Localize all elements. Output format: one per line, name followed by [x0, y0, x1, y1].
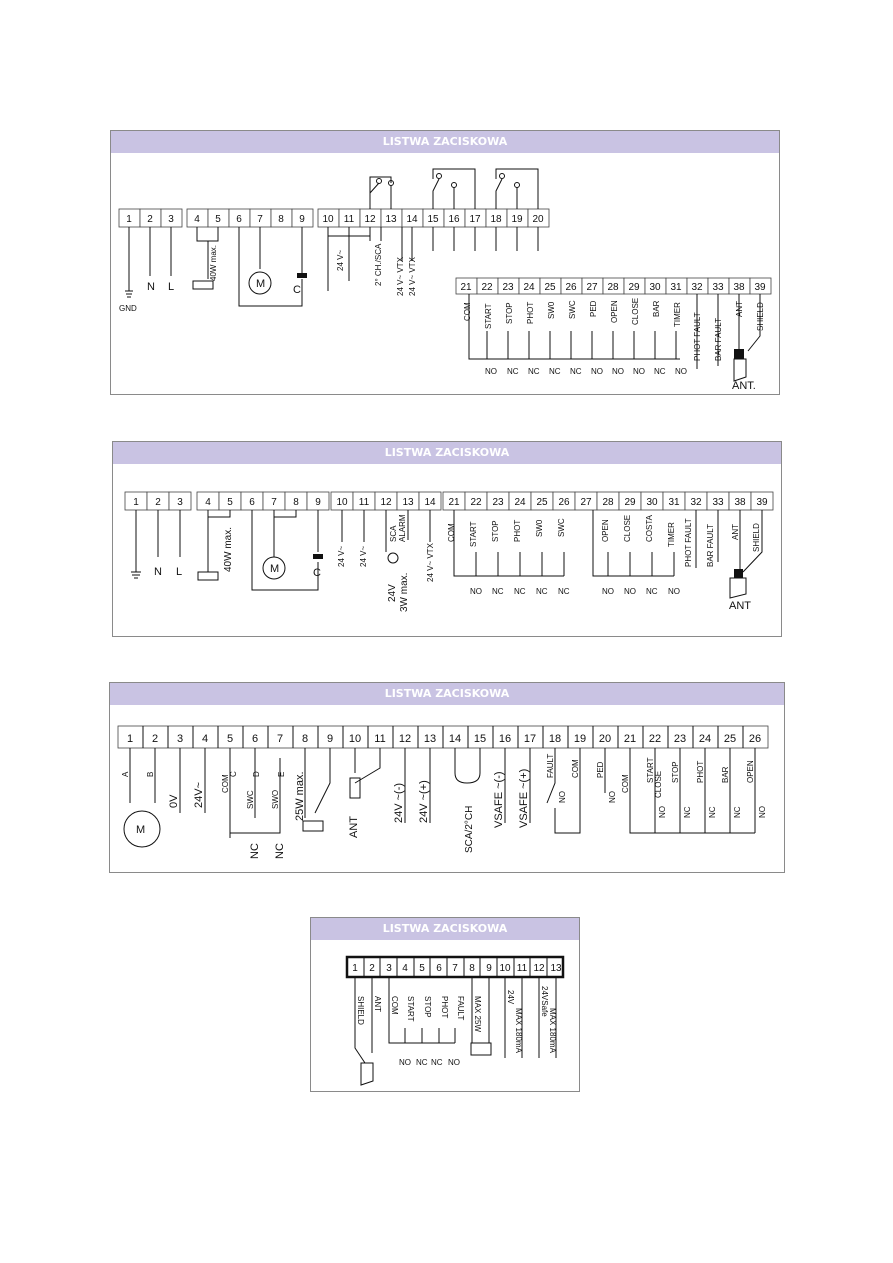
- input-wiring-2: [447, 510, 762, 612]
- svg-text:11: 11: [358, 497, 370, 508]
- svg-text:38: 38: [734, 497, 746, 508]
- svg-text:11: 11: [343, 214, 355, 225]
- svg-text:16: 16: [448, 214, 460, 225]
- panel-title: LISTWA ZACISKOWA: [110, 683, 784, 705]
- svg-text:ALARM: ALARM: [398, 514, 407, 542]
- svg-text:31: 31: [668, 497, 680, 508]
- svg-text:M: M: [136, 824, 146, 836]
- svg-text:E: E: [277, 771, 286, 777]
- svg-text:NO: NO: [558, 791, 567, 803]
- line-label: L: [168, 281, 175, 293]
- svg-text:2: 2: [369, 963, 375, 974]
- svg-text:12: 12: [364, 214, 376, 225]
- aux-wiring-3: [348, 748, 530, 853]
- svg-text:MAX 180mA: MAX 180mA: [548, 1008, 557, 1053]
- svg-text:28: 28: [602, 497, 614, 508]
- svg-text:NC: NC: [536, 587, 548, 596]
- svg-text:10: 10: [499, 963, 511, 974]
- svg-text:L: L: [176, 566, 183, 578]
- svg-text:40W max.: 40W max.: [223, 526, 234, 572]
- panel-title: LISTWA ZACISKOWA: [113, 442, 781, 464]
- neutral-label: N: [147, 281, 155, 293]
- svg-text:4: 4: [205, 497, 211, 508]
- terminal-label: 9: [299, 214, 305, 225]
- svg-text:24 V~ VTX: 24 V~ VTX: [396, 257, 405, 296]
- terminal-panel-2: [112, 441, 782, 637]
- svg-text:NC: NC: [514, 587, 526, 596]
- svg-text:12: 12: [533, 963, 545, 974]
- svg-text:NO: NO: [675, 367, 687, 376]
- svg-text:24: 24: [698, 733, 712, 745]
- svg-text:25: 25: [536, 497, 548, 508]
- svg-text:13: 13: [550, 963, 562, 974]
- svg-text:6: 6: [436, 963, 442, 974]
- svg-text:START: START: [484, 303, 493, 329]
- svg-text:FAULT: FAULT: [456, 996, 465, 1021]
- svg-text:9: 9: [486, 963, 492, 974]
- terminal-label: 8: [278, 214, 284, 225]
- svg-text:COM: COM: [621, 774, 630, 793]
- svg-text:10: 10: [348, 733, 362, 745]
- svg-text:17: 17: [469, 214, 481, 225]
- labels-4: [356, 986, 557, 1054]
- svg-text:14: 14: [424, 497, 436, 508]
- svg-text:11: 11: [374, 733, 386, 745]
- svg-text:12: 12: [380, 497, 392, 508]
- terminal-panel-4: [310, 917, 580, 1092]
- svg-text:VSAFE ~(+): VSAFE ~(+): [518, 768, 530, 828]
- svg-text:29: 29: [628, 282, 640, 293]
- svg-text:NO: NO: [658, 806, 667, 818]
- svg-text:21: 21: [460, 282, 472, 293]
- svg-text:PED: PED: [589, 300, 598, 317]
- svg-text:B: B: [146, 771, 155, 777]
- svg-text:19: 19: [511, 214, 523, 225]
- svg-text:8: 8: [469, 963, 475, 974]
- svg-text:27: 27: [586, 282, 598, 293]
- svg-text:7: 7: [452, 963, 458, 974]
- svg-text:NO: NO: [591, 367, 603, 376]
- svg-text:19: 19: [573, 733, 587, 745]
- svg-text:C: C: [229, 771, 238, 777]
- svg-text:6: 6: [249, 497, 255, 508]
- alarm-lamp-icon: [388, 553, 398, 563]
- terminal-label: 6: [236, 214, 242, 225]
- svg-text:PHOT FAULT: PHOT FAULT: [693, 312, 702, 361]
- capacitor-icon: [313, 554, 323, 559]
- svg-text:SWC: SWC: [557, 518, 566, 537]
- terminal-row-3: [118, 726, 768, 748]
- wiring-diagram-2: [113, 442, 783, 638]
- svg-text:3W max.: 3W max.: [399, 572, 410, 612]
- svg-text:SWO: SWO: [271, 789, 280, 809]
- svg-text:COM: COM: [571, 759, 580, 778]
- svg-text:18: 18: [548, 733, 562, 745]
- svg-text:START: START: [646, 757, 655, 783]
- svg-text:24 V~ VTX: 24 V~ VTX: [426, 543, 435, 582]
- svg-text:5: 5: [226, 733, 234, 745]
- svg-text:25: 25: [723, 733, 737, 745]
- power-wiring: [119, 227, 538, 313]
- svg-text:NO: NO: [608, 791, 617, 803]
- svg-text:25W max.: 25W max.: [294, 771, 306, 821]
- svg-text:CLOSE: CLOSE: [631, 297, 640, 325]
- svg-text:8: 8: [293, 497, 299, 508]
- svg-text:26: 26: [748, 733, 762, 745]
- svg-text:SHIELD: SHIELD: [752, 523, 761, 552]
- svg-text:COSTA: COSTA: [645, 515, 654, 542]
- svg-text:SW0: SW0: [547, 301, 556, 319]
- svg-text:21: 21: [448, 497, 460, 508]
- svg-text:39: 39: [754, 282, 766, 293]
- svg-text:29: 29: [624, 497, 636, 508]
- relay-contacts: [370, 169, 538, 209]
- terminal-block-1-9: [119, 209, 313, 227]
- svg-text:16: 16: [498, 733, 512, 745]
- svg-text:39: 39: [756, 497, 768, 508]
- svg-text:30: 30: [649, 282, 661, 293]
- svg-text:2: 2: [151, 733, 159, 745]
- svg-text:13: 13: [423, 733, 437, 745]
- svg-text:2° CH./SCA: 2° CH./SCA: [374, 243, 383, 286]
- svg-text:NC: NC: [683, 806, 692, 818]
- capacitor-icon: [297, 273, 307, 278]
- svg-text:10: 10: [322, 214, 334, 225]
- svg-text:BAR FAULT: BAR FAULT: [706, 524, 715, 567]
- terminal-label: 1: [126, 214, 132, 225]
- svg-text:NC: NC: [431, 1058, 443, 1067]
- svg-text:SCA: SCA: [389, 525, 398, 542]
- svg-text:12: 12: [398, 733, 412, 745]
- power-wiring-2: [131, 510, 435, 612]
- svg-text:18: 18: [490, 214, 502, 225]
- capacitor-label: C: [293, 284, 301, 296]
- svg-text:OPEN: OPEN: [601, 519, 610, 542]
- svg-text:ANT: ANT: [348, 816, 360, 838]
- contact-types-2: [470, 587, 680, 596]
- svg-text:N: N: [154, 566, 162, 578]
- antenna-icon: [734, 569, 743, 578]
- lamp-icon: [303, 821, 323, 831]
- wiring-diagram-4: [311, 918, 581, 1093]
- svg-text:14: 14: [448, 733, 462, 745]
- svg-text:0V: 0V: [168, 794, 180, 808]
- svg-text:NO: NO: [485, 367, 497, 376]
- panel-title: LISTWA ZACISKOWA: [111, 131, 779, 153]
- svg-text:BAR FAULT: BAR FAULT: [714, 318, 723, 361]
- panel-title: LISTWA ZACISKOWA: [311, 918, 579, 940]
- svg-text:NC: NC: [416, 1058, 428, 1067]
- svg-text:NC: NC: [528, 367, 540, 376]
- svg-text:PHOT: PHOT: [696, 760, 705, 783]
- svg-text:24V: 24V: [506, 990, 515, 1005]
- svg-text:7: 7: [271, 497, 277, 508]
- svg-text:22: 22: [648, 733, 662, 745]
- svg-text:PHOT: PHOT: [526, 301, 535, 324]
- svg-text:PED: PED: [596, 761, 605, 778]
- svg-text:SWC: SWC: [246, 790, 255, 809]
- svg-text:COM: COM: [447, 523, 456, 542]
- svg-text:SCA/2°CH: SCA/2°CH: [464, 805, 475, 853]
- svg-text:3: 3: [177, 497, 183, 508]
- svg-text:6: 6: [251, 733, 259, 745]
- terminal-label: 4: [194, 214, 200, 225]
- svg-text:24: 24: [514, 497, 526, 508]
- svg-text:7: 7: [276, 733, 284, 745]
- svg-text:CLOSE: CLOSE: [654, 770, 663, 798]
- svg-text:20: 20: [598, 733, 612, 745]
- svg-text:1: 1: [352, 963, 358, 974]
- svg-text:27: 27: [580, 497, 592, 508]
- svg-text:3: 3: [386, 963, 392, 974]
- svg-text:22: 22: [470, 497, 482, 508]
- antenna-label: ANT.: [732, 380, 756, 392]
- svg-text:13: 13: [385, 214, 397, 225]
- terminal-row-2: [125, 492, 773, 510]
- svg-text:NC: NC: [646, 587, 658, 596]
- svg-text:NC: NC: [492, 587, 504, 596]
- contact-types: [485, 367, 687, 376]
- svg-text:STOP: STOP: [423, 996, 432, 1018]
- svg-text:15: 15: [473, 733, 487, 745]
- svg-text:23: 23: [673, 733, 687, 745]
- wiring-diagram-1: [111, 131, 781, 396]
- svg-text:25: 25: [544, 282, 556, 293]
- svg-text:24 V~: 24 V~: [336, 249, 345, 271]
- svg-text:28: 28: [607, 282, 619, 293]
- svg-text:1: 1: [126, 733, 134, 745]
- svg-text:1: 1: [133, 497, 139, 508]
- svg-text:VSAFE ~(-): VSAFE ~(-): [493, 771, 505, 828]
- svg-text:24 V~: 24 V~: [359, 545, 368, 567]
- svg-text:D: D: [252, 771, 261, 777]
- svg-text:33: 33: [712, 497, 724, 508]
- svg-text:26: 26: [565, 282, 577, 293]
- svg-text:PHOT: PHOT: [513, 519, 522, 542]
- svg-text:NC: NC: [549, 367, 561, 376]
- svg-text:ANT: ANT: [731, 524, 740, 540]
- svg-text:2: 2: [155, 497, 161, 508]
- svg-text:NO: NO: [612, 367, 624, 376]
- svg-text:NC: NC: [708, 806, 717, 818]
- contact-types-4: [399, 1058, 460, 1067]
- svg-text:23: 23: [492, 497, 504, 508]
- svg-text:NC: NC: [249, 843, 261, 859]
- svg-text:4: 4: [402, 963, 408, 974]
- svg-text:START: START: [469, 521, 478, 547]
- svg-text:COM: COM: [221, 774, 230, 793]
- svg-text:24 V~ VTX: 24 V~ VTX: [408, 257, 417, 296]
- svg-text:MAX 180mA: MAX 180mA: [514, 1008, 523, 1053]
- svg-text:ANT: ANT: [373, 996, 382, 1012]
- motor-wiring-3: [121, 748, 330, 859]
- svg-text:COM: COM: [463, 302, 472, 321]
- svg-text:TIMER: TIMER: [667, 522, 676, 547]
- svg-text:32: 32: [690, 497, 702, 508]
- wiring-diagram-3: [110, 683, 786, 874]
- antenna-icon: [734, 349, 744, 359]
- svg-text:CLOSE: CLOSE: [623, 514, 632, 542]
- svg-text:NO: NO: [448, 1058, 460, 1067]
- svg-text:13: 13: [402, 497, 414, 508]
- svg-text:COM: COM: [390, 996, 399, 1015]
- terminal-block-10-20: [318, 209, 549, 227]
- svg-text:21: 21: [623, 733, 637, 745]
- svg-text:NC: NC: [654, 367, 666, 376]
- svg-text:SHIELD: SHIELD: [356, 996, 365, 1025]
- svg-text:11: 11: [516, 963, 528, 974]
- svg-text:8: 8: [301, 733, 309, 745]
- svg-text:23: 23: [502, 282, 514, 293]
- svg-text:TIMER: TIMER: [673, 302, 682, 327]
- svg-text:NO: NO: [399, 1058, 411, 1067]
- svg-text:FAULT: FAULT: [546, 753, 555, 778]
- svg-text:14: 14: [406, 214, 418, 225]
- svg-text:20: 20: [532, 214, 544, 225]
- svg-text:PHOT: PHOT: [440, 996, 449, 1019]
- wiring-4: [355, 977, 556, 1085]
- svg-text:M: M: [270, 563, 280, 575]
- svg-text:STOP: STOP: [505, 302, 514, 324]
- svg-text:ANT: ANT: [735, 301, 744, 317]
- svg-text:31: 31: [670, 282, 682, 293]
- svg-text:ANT: ANT: [729, 600, 751, 612]
- svg-text:30: 30: [646, 497, 658, 508]
- svg-text:24: 24: [523, 282, 535, 293]
- svg-text:A: A: [121, 771, 130, 777]
- svg-text:NC: NC: [507, 367, 519, 376]
- svg-text:NO: NO: [602, 587, 614, 596]
- svg-text:NC: NC: [558, 587, 570, 596]
- svg-text:NO: NO: [470, 587, 482, 596]
- terminal-label: 3: [168, 214, 174, 225]
- svg-text:3: 3: [176, 733, 184, 745]
- svg-text:NO: NO: [668, 587, 680, 596]
- svg-text:24V ~(-): 24V ~(-): [393, 782, 405, 823]
- svg-text:24V~: 24V~: [193, 782, 205, 808]
- svg-text:OPEN: OPEN: [610, 300, 619, 323]
- svg-text:15: 15: [427, 214, 439, 225]
- svg-text:24V ~(+): 24V ~(+): [418, 780, 430, 823]
- svg-text:START: START: [406, 996, 415, 1022]
- svg-text:32: 32: [691, 282, 703, 293]
- terminal-label: 5: [215, 214, 221, 225]
- svg-text:9: 9: [326, 733, 334, 745]
- svg-text:NO: NO: [633, 367, 645, 376]
- svg-text:NO: NO: [624, 587, 636, 596]
- svg-text:SWC: SWC: [568, 300, 577, 319]
- input-wiring-3: [546, 748, 767, 833]
- svg-text:38: 38: [733, 282, 745, 293]
- terminal-panel-3: [109, 682, 785, 873]
- svg-text:10: 10: [336, 497, 348, 508]
- svg-text:STOP: STOP: [491, 520, 500, 542]
- svg-text:17: 17: [523, 733, 537, 745]
- lamp-label: 40W max.: [209, 244, 218, 281]
- terminal-label: 7: [257, 214, 263, 225]
- terminal-block-21-39: [456, 278, 771, 294]
- terminal-label: 2: [147, 214, 153, 225]
- svg-text:NO: NO: [758, 806, 767, 818]
- svg-text:24 V~: 24 V~: [337, 545, 346, 567]
- motor-label: M: [256, 278, 266, 290]
- lamp-icon: [193, 281, 213, 289]
- terminal-panel-1: [110, 130, 780, 395]
- svg-text:SHIELD: SHIELD: [756, 302, 765, 331]
- svg-text:9: 9: [315, 497, 321, 508]
- svg-text:PHOT FAULT: PHOT FAULT: [684, 518, 693, 567]
- lamp-icon: [471, 1043, 491, 1055]
- terminal-row-4: [347, 957, 563, 977]
- svg-text:NC: NC: [274, 843, 286, 859]
- lamp-icon: [198, 572, 218, 580]
- svg-text:BAR: BAR: [652, 300, 661, 317]
- svg-text:4: 4: [201, 733, 209, 745]
- svg-text:C: C: [313, 567, 321, 579]
- antenna-icon: [361, 1063, 373, 1085]
- svg-text:NC: NC: [733, 806, 742, 818]
- svg-text:MAX 25W: MAX 25W: [473, 996, 482, 1033]
- svg-text:OPEN: OPEN: [746, 760, 755, 783]
- svg-text:26: 26: [558, 497, 570, 508]
- svg-text:NC: NC: [570, 367, 582, 376]
- svg-text:33: 33: [712, 282, 724, 293]
- gnd-label: GND: [119, 304, 137, 313]
- svg-text:5: 5: [419, 963, 425, 974]
- svg-text:24V: 24V: [387, 584, 398, 602]
- svg-text:5: 5: [227, 497, 233, 508]
- svg-text:BAR: BAR: [721, 766, 730, 783]
- svg-text:22: 22: [481, 282, 493, 293]
- svg-text:SW0: SW0: [535, 519, 544, 537]
- svg-text:STOP: STOP: [671, 761, 680, 783]
- svg-text:24VSafe: 24VSafe: [540, 986, 549, 1017]
